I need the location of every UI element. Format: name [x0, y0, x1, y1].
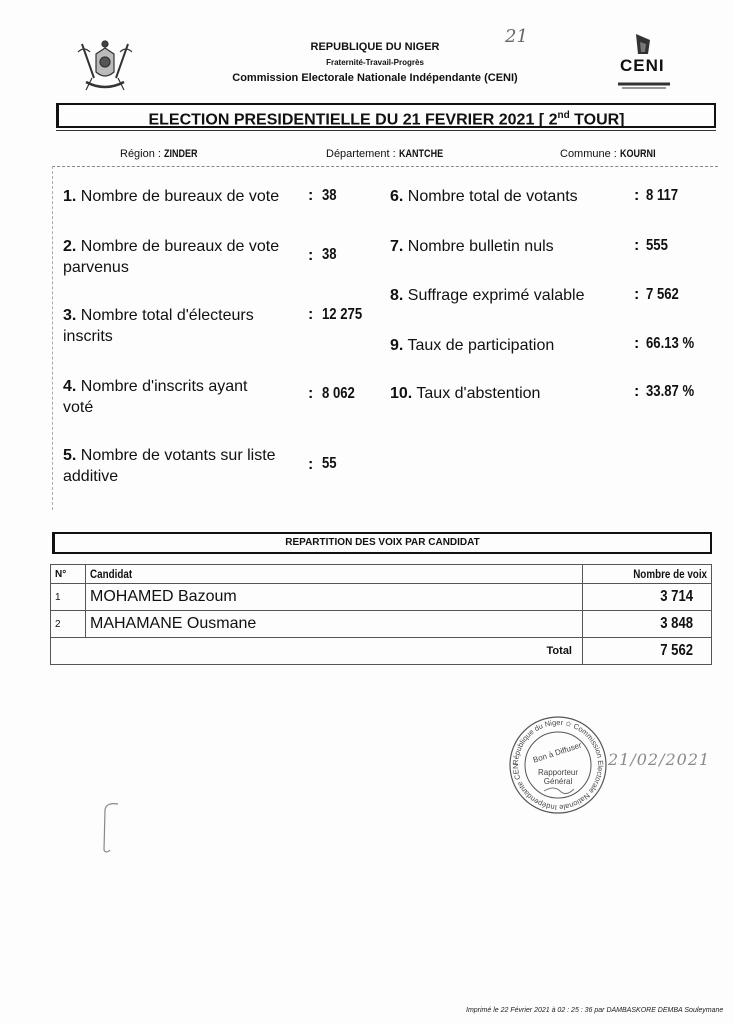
title-underline: [56, 130, 716, 131]
stat-colon: :: [308, 187, 314, 204]
stat-value-bureaux-parvenus: 38: [322, 246, 337, 263]
handwritten-date: 21/02/2021: [608, 750, 711, 769]
stat-value-bureaux: 38: [322, 187, 337, 204]
stat-colon: :: [308, 247, 314, 264]
ceni-logo: [612, 32, 676, 90]
stat-label-suffrage-exprime: 8. Suffrage exprimé valable: [390, 287, 585, 304]
stat-colon: :: [308, 385, 314, 402]
candidate-name: MAHAMANE Ousmane: [86, 611, 583, 638]
country-name: REPUBLIQUE DU NIGER: [310, 41, 440, 53]
stat-label-total-votants: 6. Nombre total de votants: [390, 188, 578, 205]
table-row: [51, 611, 712, 638]
stamp-role-text: Rapporteur: [537, 768, 579, 777]
stamp-ring-text: République du Niger ✩ Commission Electorale Nationale Indépendante CEN: [510, 717, 606, 813]
stat-label-bureaux: 1. Nombre de bureaux de vote: [63, 188, 280, 205]
stat-value-total-votants: 8 117: [646, 187, 679, 204]
stat-value-votants-liste-additive: 55: [322, 455, 337, 472]
departement-field: Département : KANTCHE: [326, 148, 443, 160]
stat-value-taux-abstention: 33.87 %: [646, 383, 695, 400]
stat-colon: :: [634, 237, 640, 254]
stat-colon: :: [634, 187, 640, 204]
stat-label-taux-abstention: 10. Taux d'abstention: [390, 385, 541, 402]
stat-label-electeurs-inscrits: 3. Nombre total d'électeurs inscrits: [63, 307, 254, 345]
commission-name: Commission Electorale Nationale Indépendante (CENI): [232, 72, 518, 84]
region-field: Région : ZINDER: [120, 148, 198, 160]
row-number: 2: [51, 611, 86, 638]
stat-value-bulletins-nuls: 555: [646, 237, 668, 254]
stamp-approval-text: Bon à Diffuser: [531, 740, 583, 765]
stat-label-taux-participation: 9. Taux de participation: [390, 337, 555, 354]
ceni-logo-text: CENI: [620, 56, 665, 75]
handwritten-margin-mark: [96, 800, 126, 860]
stat-colon: :: [634, 286, 640, 303]
stat-label-bulletins-nuls: 7. Nombre bulletin nuls: [390, 238, 554, 255]
stat-value-suffrage-exprime: 7 562: [646, 286, 679, 303]
repartition-title: REPARTITION DES VOIX PAR CANDIDAT: [52, 532, 712, 554]
commune-field: Commune : KOURNI: [560, 148, 656, 160]
stat-colon: :: [308, 456, 314, 473]
candidate-name: MOHAMED Bazoum: [86, 584, 583, 611]
stat-value-inscrits-ayant-vote: 8 062: [322, 385, 355, 402]
official-stamp: [508, 715, 608, 815]
table-total-row: [51, 638, 712, 665]
coat-of-arms-emblem: [74, 38, 136, 94]
national-motto: Fraternité-Travail-Progrès: [326, 58, 424, 67]
handwritten-page-number: 21: [505, 26, 528, 47]
candidate-results-table: [50, 564, 712, 665]
stamp-signature: [544, 788, 574, 794]
column-header-number: N°: [51, 565, 86, 584]
total-label: Total: [51, 638, 583, 665]
stat-value-taux-participation: 66.13 %: [646, 335, 695, 352]
stamp-role-text-2: Général: [543, 777, 573, 786]
table-header-row: [51, 565, 712, 584]
candidate-votes: 3 848: [583, 611, 712, 638]
stat-value-electeurs-inscrits: 12 275: [322, 306, 363, 323]
stat-label-bureaux-parvenus: 2. Nombre de bureaux de vote parvenus: [63, 238, 280, 276]
print-footer: Imprimé le 22 Février 2021 à 02 : 25 : 36 par DAMBASKORE DEMBA Souleymane: [466, 1007, 724, 1014]
stat-colon: :: [634, 335, 640, 352]
stat-label-inscrits-ayant-vote: 4. Nombre d'inscrits ayant voté: [63, 378, 248, 416]
total-votes: 7 562: [583, 638, 712, 665]
column-header-candidate: Candidat: [86, 565, 583, 584]
candidate-votes: 3 714: [583, 584, 712, 611]
row-number: 1: [51, 584, 86, 611]
stat-label-votants-liste-additive: 5. Nombre de votants sur liste additive: [63, 447, 276, 485]
table-row: [51, 584, 712, 611]
column-header-votes: Nombre de voix: [583, 565, 712, 584]
election-title: ELECTION PRESIDENTIELLE DU 21 FEVRIER 2021 [ 2nd TOUR]: [56, 103, 716, 128]
stat-colon: :: [634, 383, 640, 400]
stat-colon: :: [308, 306, 314, 323]
